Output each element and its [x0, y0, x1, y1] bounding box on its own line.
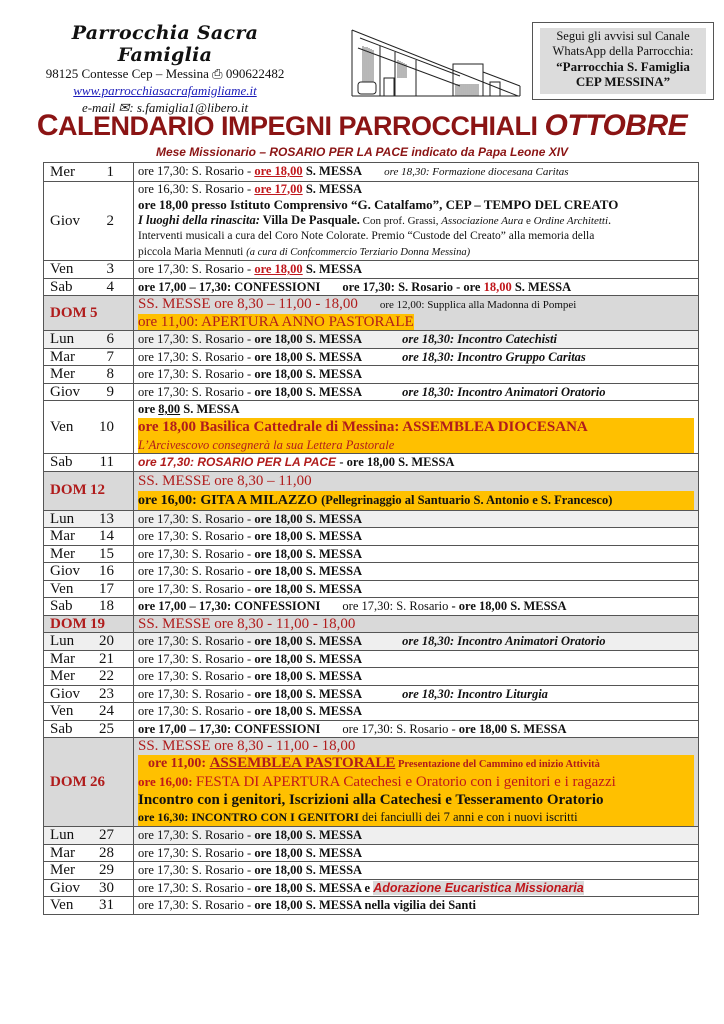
event-text	[138, 773, 694, 791]
event-text: ore 17,00 – 17,30: CONFESSIONI	[138, 721, 321, 736]
day-cell	[44, 528, 134, 546]
table-row	[44, 633, 699, 651]
event-text: ore 17,30: S. Rosario -	[342, 721, 459, 736]
event-text: ore 18,00 S. MESSA	[254, 581, 363, 596]
event-cell	[134, 383, 699, 401]
day-name: DOM	[50, 773, 87, 790]
event-cell	[134, 471, 699, 510]
event-text: ore 17,30: S. Rosario -	[138, 164, 255, 178]
day-cell	[44, 685, 134, 703]
event-text: e	[523, 214, 534, 227]
event-text: piccola Maria Mennuti	[138, 245, 247, 258]
day-name: Mer	[50, 366, 75, 382]
day-number: 2	[106, 212, 114, 229]
event-text: ore 18,00	[254, 262, 303, 276]
event-text: ore 17,30: S. Rosario -	[138, 511, 255, 526]
event-text: ore 18,00 presso Istituto Comprensivo “G. Catalfamo”, CEP – TEMPO DEL CREATO	[138, 197, 619, 212]
day-name: Giov	[50, 879, 80, 896]
day-number: 13	[99, 510, 114, 527]
event-cell	[134, 615, 699, 633]
event-text: ore 17,30: S. Rosario -	[138, 686, 255, 701]
table-row	[44, 348, 699, 366]
event-text: Ordine Architetti	[533, 214, 609, 227]
day-number: 7	[106, 348, 114, 365]
table-row	[44, 720, 699, 738]
day-cell	[44, 580, 134, 598]
day-name: DOM	[50, 304, 87, 321]
event-text: ore 18,00 S. MESSA	[254, 511, 363, 526]
event-text: ore 16,30: INCONTRO CON I GENITORI	[138, 810, 359, 824]
event-cell	[134, 181, 699, 261]
table-row-sunday	[44, 296, 699, 331]
event-text: Interventi musicali a cura del Coro Note Colorate. Premio “Custode del Creato” alla memoria della	[138, 230, 595, 242]
event-text: ore 17,00	[254, 181, 303, 196]
day-name: DOM	[50, 615, 87, 632]
event-text: ore	[138, 402, 159, 416]
table-row	[44, 454, 699, 472]
day-cell	[44, 633, 134, 651]
event-cell	[134, 510, 699, 528]
event-text: SS. MESSE ore 8,30 – 11,00	[138, 472, 312, 489]
day-number: 17	[99, 580, 114, 597]
day-cell	[44, 879, 134, 897]
event-text	[138, 314, 694, 331]
calendar-table	[43, 162, 699, 915]
event-text: Villa De Pasquale.	[259, 212, 360, 227]
event-text: ASSEMBLEA PASTORALE	[209, 755, 396, 771]
table-row	[44, 897, 699, 915]
website-link[interactable]: www.parrocchiasacrafamigliame.it	[73, 83, 257, 98]
event-text: ore 18,00 S. MESSA	[254, 651, 363, 666]
event-cell	[134, 897, 699, 915]
table-row	[44, 827, 699, 845]
event-text: ore 17,30: S. Rosario -	[138, 828, 255, 842]
phone-number: 090622482	[225, 66, 285, 81]
parish-info	[30, 22, 300, 116]
envelope-icon: ✉	[118, 100, 130, 115]
event-text: ore 17,30: S. Rosario - ore	[342, 279, 484, 294]
event-text: ore 18,00 S. MESSA	[254, 332, 363, 346]
title-month: OTTOBRE	[544, 109, 688, 142]
event-text: ore 17,30: S. Rosario -	[138, 564, 255, 578]
day-name: Giov	[50, 563, 80, 579]
event-text: - ore 18,00 S. MESSA	[339, 455, 455, 469]
page-title: CALENDARIO IMPEGNI PARROCCHIALI OTTOBRE	[36, 109, 688, 142]
day-number: 15	[99, 545, 114, 562]
table-row	[44, 598, 699, 616]
event-text: ore 17,30: S. Rosario -	[138, 349, 255, 364]
day-number: 24	[99, 703, 114, 719]
event-text: ore 18,30: Formazione diocesana Caritas	[384, 166, 569, 178]
event-text: 18,00	[483, 279, 512, 294]
table-row	[44, 383, 699, 401]
event-cell	[134, 348, 699, 366]
event-cell	[134, 261, 699, 279]
day-name: Ven	[50, 897, 74, 913]
day-cell	[44, 668, 134, 686]
day-name: Ven	[50, 418, 74, 435]
day-number: 11	[99, 454, 114, 470]
day-number: 5	[90, 304, 98, 321]
event-text: ore 18,00 S. MESSA	[254, 546, 363, 561]
event-text: ore 18,30: Incontro Liturgia	[402, 686, 548, 701]
day-name: Giov	[50, 212, 80, 229]
event-cell	[134, 401, 699, 454]
event-text: ore 18,00 S. MESSA	[254, 564, 363, 578]
table-row-sunday	[44, 738, 699, 827]
day-name: Mar	[50, 650, 75, 667]
page-subtitle: Mese Missionario – ROSARIO PER LA PACE indicato da Papa Leone XIV	[155, 145, 569, 159]
day-cell	[44, 471, 134, 510]
event-text: ore 16,00:	[138, 774, 196, 789]
day-cell	[44, 366, 134, 384]
event-cell	[134, 545, 699, 563]
day-cell	[44, 650, 134, 668]
event-cell	[134, 650, 699, 668]
event-text: SS. MESSE ore 8,30 - 11,00 - 18,00	[138, 738, 356, 754]
event-text: ore 17,00 – 17,30: CONFESSIONI	[138, 599, 321, 613]
table-row	[44, 261, 699, 279]
day-cell	[44, 827, 134, 845]
event-cell	[134, 296, 699, 331]
table-row	[44, 331, 699, 349]
day-cell	[44, 348, 134, 366]
event-text: ore 18,00 S. MESSA e	[254, 880, 374, 895]
event-text: dei fanciulli dei 7 anni e con i nuovi iscritti	[358, 810, 578, 824]
event-text: S. MESSA	[180, 402, 240, 416]
event-text: L’Arcivescovo consegnerà la sua Lettera Pastorale	[138, 437, 395, 452]
day-number: 10	[99, 418, 114, 435]
email-address[interactable]: s.famiglia1@libero.it	[136, 100, 249, 115]
table-row	[44, 181, 699, 261]
event-text: ore 18,00 S. MESSA	[254, 863, 363, 877]
event-text: ore 17,30: S. Rosario -	[138, 651, 255, 666]
day-cell	[44, 897, 134, 915]
day-number: 23	[99, 685, 114, 702]
day-number: 3	[106, 261, 114, 277]
day-number: 21	[99, 650, 114, 667]
event-text: ore 18,00 S. MESSA	[254, 704, 363, 718]
highlight-event	[138, 755, 694, 826]
event-cell	[134, 278, 699, 296]
event-text: Incontro con i genitori, Iscrizioni alla Catechesi e Tesseramento Oratorio	[138, 792, 604, 808]
event-text: ore 18,00 S. MESSA	[254, 367, 363, 381]
day-cell	[44, 163, 134, 182]
day-name: Giov	[50, 685, 80, 702]
table-row	[44, 401, 699, 454]
day-name: Mer	[50, 163, 75, 180]
event-text: ore 17,30: S. Rosario -	[138, 863, 255, 877]
event-text: ore 17,30: S. Rosario -	[138, 898, 255, 912]
event-text: ore 17,30: S. Rosario -	[138, 384, 255, 399]
day-number: 19	[90, 615, 105, 632]
event-cell	[134, 879, 699, 897]
day-name: Lun	[50, 633, 75, 649]
day-cell	[44, 720, 134, 738]
day-number: 4	[106, 278, 114, 295]
day-number: 22	[99, 668, 114, 684]
event-cell	[134, 738, 699, 827]
event-text: ore 17,30: S. Rosario -	[138, 546, 255, 561]
day-cell	[44, 278, 134, 296]
day-cell	[44, 862, 134, 880]
day-name: DOM	[50, 482, 87, 499]
table-row	[44, 703, 699, 721]
event-text	[138, 296, 694, 314]
event-text: ore 18,00	[254, 164, 303, 178]
parish-email: e-mail ✉: s.famiglia1@libero.it	[81, 100, 249, 115]
event-text	[138, 182, 694, 198]
event-text: ore 17,30: S. Rosario -	[138, 332, 255, 346]
day-cell	[44, 510, 134, 528]
day-name: Ven	[50, 580, 74, 597]
day-number: 27	[99, 827, 114, 843]
day-number: 29	[99, 862, 114, 878]
table-row-sunday	[44, 615, 699, 633]
day-cell	[44, 738, 134, 827]
event-cell	[134, 720, 699, 738]
event-text: ore 17,30: S. Rosario -	[138, 634, 255, 648]
table-row	[44, 510, 699, 528]
event-cell	[134, 366, 699, 384]
day-cell	[44, 844, 134, 862]
letterhead	[0, 0, 724, 115]
day-cell	[44, 331, 134, 349]
table-row	[44, 862, 699, 880]
event-text: ore 18,00 S. MESSA	[254, 634, 363, 648]
day-name: Mer	[50, 545, 75, 562]
table-row	[44, 650, 699, 668]
table-row	[44, 668, 699, 686]
event-cell	[134, 163, 699, 182]
event-text: ore 18,30: Incontro Animatori Oratorio	[402, 384, 606, 399]
event-text: ore 17,30: S. Rosario -	[138, 880, 255, 895]
event-text: (Pellegrinaggio al Santuario S. Antonio e S. Francesco)	[321, 492, 613, 507]
day-number: 31	[99, 897, 114, 913]
event-text: ore 18,00 S. MESSA	[254, 349, 363, 364]
table-row-sunday	[44, 471, 699, 510]
day-name: Ven	[50, 261, 74, 277]
event-cell	[134, 528, 699, 546]
day-number: 6	[106, 331, 114, 347]
event-cell	[134, 685, 699, 703]
event-text: ore 18,00 S. MESSA	[458, 721, 567, 736]
event-text: S. MESSA	[302, 181, 363, 196]
event-text	[138, 401, 694, 418]
event-text: I luoghi della rinascita: Villa De Pasquale. Con prof. Grassi, Associazione Aura e Ordine Architetti.	[138, 212, 612, 227]
event-text: (a cura di Confcommercio Terziario Donna Messina)	[246, 246, 471, 258]
event-text: 8,00	[158, 402, 181, 416]
event-text: ore 17,30: S. Rosario -	[138, 704, 255, 718]
table-row	[44, 879, 699, 897]
event-text: ore 17,30: S. Rosario -	[138, 529, 255, 543]
event-cell	[134, 668, 699, 686]
whatsapp-channel-box: Segui gli avvisi sul Canale WhatsApp della Parrocchia: “Parrocchia S. Famiglia CEP MESSINA”	[532, 22, 714, 100]
day-cell	[44, 454, 134, 472]
table-row	[44, 545, 699, 563]
day-number: 1	[106, 163, 114, 180]
day-number: 18	[99, 598, 114, 614]
event-text: ore 12,00: Supplica alla Madonna di Pompei	[379, 299, 577, 311]
event-text	[138, 245, 694, 261]
event-text: ore 18,30: Incontro Catechisti	[402, 332, 557, 346]
day-number: 25	[99, 720, 114, 737]
day-name: Mer	[50, 668, 75, 684]
event-cell	[134, 827, 699, 845]
event-text: S. MESSA	[511, 279, 572, 294]
day-name: Mar	[50, 528, 75, 544]
event-text: Presentazione del Cammino ed inizio Attività	[395, 759, 600, 770]
day-number: 9	[106, 383, 114, 400]
event-text	[138, 755, 694, 773]
day-number: 16	[99, 563, 114, 579]
event-text: ore 18,00 S. MESSA	[254, 529, 363, 543]
highlight-event	[138, 491, 694, 510]
church-drawing-icon	[350, 26, 525, 98]
day-name: Ven	[50, 703, 74, 719]
event-text: FESTA DI APERTURA Catechesi e Oratorio con i genitori e i ragazzi	[195, 774, 616, 790]
day-number: 8	[106, 366, 114, 382]
event-text: - ore 18,00 S. MESSA	[451, 599, 567, 613]
event-text: ore 18,30: Incontro Animatori Oratorio	[402, 634, 606, 648]
event-text: I luoghi della rinascita:	[138, 212, 260, 227]
event-cell	[134, 703, 699, 721]
day-number: 20	[99, 633, 114, 649]
event-text: ore 18,00 S. MESSA	[254, 686, 363, 701]
table-row	[44, 580, 699, 598]
day-name: Lun	[50, 510, 75, 527]
event-text: ore 17,30: S. Rosario -	[138, 367, 255, 381]
day-number: 28	[99, 844, 114, 861]
event-text: S. MESSA	[302, 262, 363, 276]
event-text: ore 16,00: GITA A MILAZZO	[138, 492, 322, 508]
table-row	[44, 163, 699, 182]
table-row	[44, 685, 699, 703]
day-name: Mar	[50, 348, 75, 365]
day-number: 14	[99, 528, 114, 544]
event-text: SS. MESSE ore 8,30 – 11,00 - 18,00	[138, 296, 358, 312]
day-cell	[44, 615, 134, 633]
event-cell	[134, 454, 699, 472]
event-text: Associazione Aura	[441, 214, 524, 227]
day-name: Sab	[50, 278, 73, 295]
event-text: ore 18,00 S. MESSA	[254, 845, 363, 860]
event-text	[138, 809, 694, 826]
day-number: 26	[90, 773, 105, 790]
day-name: Sab	[50, 720, 73, 737]
parish-address: 98125 Contesse Cep – Messina ⎙ 090622482	[45, 66, 285, 81]
event-cell	[134, 598, 699, 616]
event-text: ore 17,30: ROSARIO PER LA PACE	[138, 455, 340, 469]
table-row	[44, 563, 699, 581]
event-text: ore 18,00 S. MESSA	[254, 384, 363, 399]
highlight-event	[138, 418, 694, 454]
day-cell	[44, 401, 134, 454]
event-text: ore 17,30: S. Rosario -	[138, 669, 255, 683]
event-text: ore 17,30: S. Rosario	[342, 599, 452, 613]
event-text: ore 17,00 – 17,30: CONFESSIONI	[138, 279, 321, 294]
day-cell	[44, 545, 134, 563]
day-cell	[44, 703, 134, 721]
day-name: Lun	[50, 827, 75, 843]
event-text: ore 18,00 S. MESSA nella vigilia dei Santi	[254, 898, 476, 912]
event-cell	[134, 580, 699, 598]
day-number: 12	[90, 482, 105, 499]
day-cell	[44, 296, 134, 331]
day-cell	[44, 383, 134, 401]
event-cell	[134, 633, 699, 651]
event-text: ore 11,00:	[148, 756, 210, 771]
event-text: ore 16,30: S. Rosario -	[138, 181, 255, 196]
table-row	[44, 844, 699, 862]
day-cell	[44, 598, 134, 616]
fax-icon: ⎙	[212, 66, 223, 81]
table-row	[44, 366, 699, 384]
event-text: ore 17,30: S. Rosario -	[138, 262, 255, 276]
event-cell	[134, 862, 699, 880]
day-name: Mer	[50, 862, 75, 878]
day-cell	[44, 261, 134, 279]
day-cell	[44, 181, 134, 261]
day-name: Lun	[50, 331, 75, 347]
event-text: SS. MESSE ore 8,30 - 11,00 - 18,00	[138, 615, 356, 632]
highlight-event: ore 11,00: APERTURA ANNO PASTORALE	[138, 313, 414, 330]
highlight-adoration: Adorazione Eucaristica Missionaria	[373, 880, 584, 895]
day-name: Mar	[50, 844, 75, 861]
event-cell	[134, 844, 699, 862]
event-text: ore 18,00 Basilica Cattedrale di Messina: ASSEMBLEA DIOCESANA	[138, 418, 588, 435]
event-text: ore 17,30: S. Rosario -	[138, 581, 255, 596]
event-text: ore 18,00 S. MESSA	[254, 828, 363, 842]
table-row	[44, 278, 699, 296]
table-row	[44, 528, 699, 546]
day-name: Sab	[50, 598, 73, 614]
event-text: S. MESSA	[302, 164, 363, 178]
day-number: 30	[99, 879, 114, 896]
event-cell	[134, 331, 699, 349]
event-cell	[134, 563, 699, 581]
day-name: Sab	[50, 454, 73, 470]
event-text: ore 18,30: Incontro Gruppo Caritas	[402, 349, 586, 364]
day-name: Giov	[50, 383, 80, 400]
event-text: Con prof. Grassi,	[359, 214, 442, 227]
day-cell	[44, 563, 134, 581]
event-text: ore 17,30: S. Rosario -	[138, 845, 255, 860]
event-text: ore 18,00 S. MESSA	[254, 669, 363, 683]
parish-name: Parrocchia Sacra Famiglia	[71, 22, 259, 66]
